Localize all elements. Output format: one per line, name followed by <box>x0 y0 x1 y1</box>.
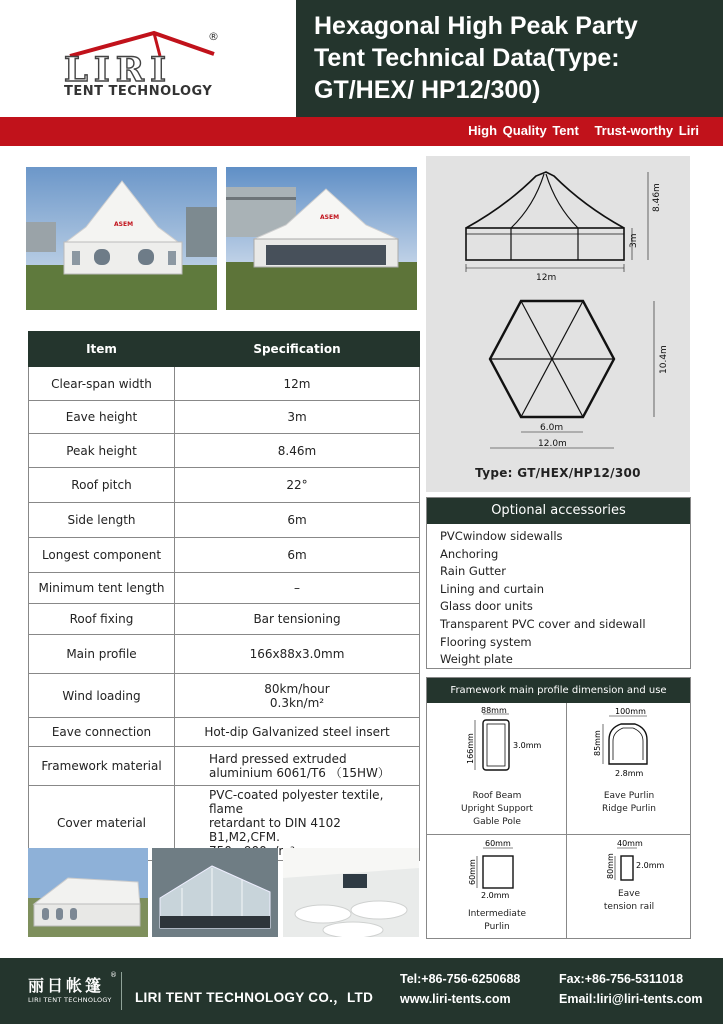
list-item: Rain Gutter <box>440 564 506 579</box>
photo-tent-interior <box>283 848 419 937</box>
list-item: Weight plate <box>440 652 513 667</box>
spec-item: Framework material <box>29 747 175 786</box>
table-row <box>29 401 420 434</box>
profile-thickness-label: 2.0mm <box>636 861 665 870</box>
logo-subtitle: TENT TECHNOLOGY <box>64 84 213 99</box>
spec-value-line: 0.3kn/m² <box>269 695 325 710</box>
table-row <box>29 635 420 674</box>
spec-value: 6m <box>175 503 420 538</box>
profile-height-label: 85mm <box>593 730 602 756</box>
caption-line: tension rail <box>603 902 655 912</box>
spec-item: Main profile <box>29 635 175 674</box>
list-item: PVCwindow sidewalls <box>440 529 563 543</box>
plan-height-label: 10.4m <box>659 345 669 374</box>
tent-print-text: ASEM <box>114 221 134 228</box>
footer-divider <box>121 972 122 1010</box>
plan-width-label: 12.0m <box>538 439 567 449</box>
profile-width-label: 60mm <box>485 839 511 848</box>
footer-email-link[interactable]: Email:liri@liri-tents.com <box>559 992 703 1006</box>
page-title <box>314 10 714 106</box>
profile-eave-tension-rail <box>563 838 695 956</box>
framework-title: Framework main profile dimension and use <box>427 678 690 703</box>
photo-clear-tent <box>152 848 278 937</box>
spec-value-line: retardant to DIN 4102 B1,M2,CFM. <box>209 816 341 844</box>
spec-value-line: 80km/hour <box>264 681 330 696</box>
list-item: Flooring system <box>440 634 532 649</box>
profile-width-label: 40mm <box>617 839 643 848</box>
profile-roof-beam <box>431 706 563 827</box>
col-header-item: Item <box>29 332 175 367</box>
profile-eave-purlin <box>563 706 695 824</box>
profile-section-icon <box>431 838 563 956</box>
spec-table <box>28 331 420 861</box>
footer-logo-chinese: 丽日帐篷 <box>28 976 105 995</box>
spec-item: Eave height <box>29 401 175 434</box>
footer-logo-registered-mark: ® <box>110 971 117 979</box>
profile-intermediate-purlin <box>431 838 563 956</box>
footer-fax: Fax:+86-756-5311018 <box>559 972 684 986</box>
spec-value: 166x88x3.0mm <box>175 635 420 674</box>
footer <box>0 958 723 1024</box>
accessories-title: Optional accessories <box>427 498 690 524</box>
table-row <box>29 434 420 468</box>
spec-value: 22° <box>175 468 420 503</box>
list-item: Anchoring <box>440 546 499 561</box>
title-banner <box>296 0 723 117</box>
spec-value: 12m <box>175 367 420 401</box>
footer-company-name: LIRI TENT TECHNOLOGY CO.，LTD <box>135 990 374 1005</box>
slogan <box>468 123 699 138</box>
spec-value <box>175 674 420 718</box>
plan-view <box>490 301 654 448</box>
table-row <box>29 468 420 503</box>
title-line: Tent Technical Data(Type: <box>314 44 620 72</box>
footer-telephone: Tel:+86-756-6250688 <box>400 972 521 986</box>
framework-box <box>426 677 691 939</box>
caption-line: Intermediate <box>467 909 527 919</box>
caption-line: Gable Pole <box>473 817 521 827</box>
caption-line: Eave Purlin <box>603 791 655 801</box>
footer-website-link[interactable]: www.liri-tents.com <box>400 992 511 1006</box>
profile-thickness-label: 2.8mm <box>615 769 644 778</box>
accessories-list <box>427 524 690 669</box>
table-row <box>29 747 420 786</box>
table-row <box>29 674 420 718</box>
spec-item: Roof pitch <box>29 468 175 503</box>
spec-item: Eave connection <box>29 718 175 747</box>
spec-item: Wind loading <box>29 674 175 718</box>
list-item: Transparent PVC cover and sidewall <box>440 616 646 631</box>
table-row <box>29 604 420 635</box>
caption-line: Eave <box>617 889 641 899</box>
framework-divider-horizontal <box>427 834 690 835</box>
profile-height-label: 166mm <box>466 733 475 764</box>
caption-line: Upright Support <box>461 804 533 814</box>
slogan-quality: High Quality Tent <box>468 123 579 138</box>
technical-drawing <box>426 156 690 492</box>
caption-line: Purlin <box>484 922 510 932</box>
spec-value: 3m <box>175 401 420 434</box>
caption-line: Roof Beam <box>472 791 522 801</box>
logo-registered-mark: ® <box>208 30 219 43</box>
spec-value-line: PVC-coated polyester textile, flame <box>209 788 384 816</box>
photo-hexagonal-tent-2 <box>226 167 417 310</box>
profile-thickness-label: 2.0mm <box>481 891 510 900</box>
title-line: Hexagonal High Peak Party <box>314 12 638 40</box>
slogan-trust: Trust-worthy Liri <box>594 123 699 138</box>
spec-item: Minimum tent length <box>29 573 175 604</box>
spec-value: 6m <box>175 538 420 573</box>
table-row <box>29 573 420 604</box>
elevation-view <box>466 172 648 272</box>
photo-marquee-tent <box>28 848 148 937</box>
spec-value: Hot-dip Galvanized steel insert <box>175 718 420 747</box>
spec-value: Bar tensioning <box>175 604 420 635</box>
tent-print-text: ASEM <box>320 214 340 221</box>
spec-value-line: Hard pressed extruded <box>209 752 347 766</box>
list-item: Lining and curtain <box>440 581 544 596</box>
table-row <box>29 538 420 573</box>
profile-width-label: 88mm <box>481 706 507 715</box>
table-row <box>29 718 420 747</box>
title-line: GT/HEX/ HP12/300) <box>314 76 541 104</box>
photo-hexagonal-tent-1 <box>26 167 217 310</box>
profile-caption <box>563 888 695 914</box>
list-item: Glass door units <box>440 599 533 614</box>
spec-item: Side length <box>29 503 175 538</box>
profile-caption <box>431 790 563 829</box>
profile-caption <box>431 908 563 934</box>
table-row <box>29 503 420 538</box>
elevation-total-height-label: 8.46m <box>652 183 662 212</box>
profile-height-label: 80mm <box>606 853 615 879</box>
spec-item: Clear-span width <box>29 367 175 401</box>
caption-line: Ridge Purlin <box>602 804 656 814</box>
profile-caption <box>563 790 695 816</box>
accessories-box <box>426 497 691 669</box>
col-header-spec: Specification <box>175 332 420 367</box>
spec-item: Longest component <box>29 538 175 573</box>
table-row <box>29 367 420 401</box>
profile-height-label: 60mm <box>468 859 477 885</box>
spec-header-row <box>29 332 420 367</box>
spec-value <box>175 747 420 786</box>
spec-value-line: aluminium 6061/T6 （15HW） <box>209 766 390 780</box>
drawing-type-label: Type: GT/HEX/HP12/300 <box>475 466 641 480</box>
elevation-eave-height-label: 3m <box>629 233 639 248</box>
spec-item: Cover material <box>29 786 175 861</box>
slogan-bar <box>0 117 723 146</box>
elevation-width-label: 12m <box>536 273 557 283</box>
footer-logo-english: LIRI TENT TECHNOLOGY <box>28 996 112 1004</box>
plan-side-label: 6.0m <box>540 423 564 433</box>
spec-item: Roof fixing <box>29 604 175 635</box>
spec-value: – <box>175 573 420 604</box>
profile-width-label: 100mm <box>615 707 646 716</box>
tent-drawing-svg <box>426 156 690 492</box>
logo-word: LIRI <box>64 50 172 90</box>
spec-item: Peak height <box>29 434 175 468</box>
profile-thickness-label: 3.0mm <box>513 741 542 750</box>
spec-value: 8.46m <box>175 434 420 468</box>
logo-area <box>0 0 296 117</box>
